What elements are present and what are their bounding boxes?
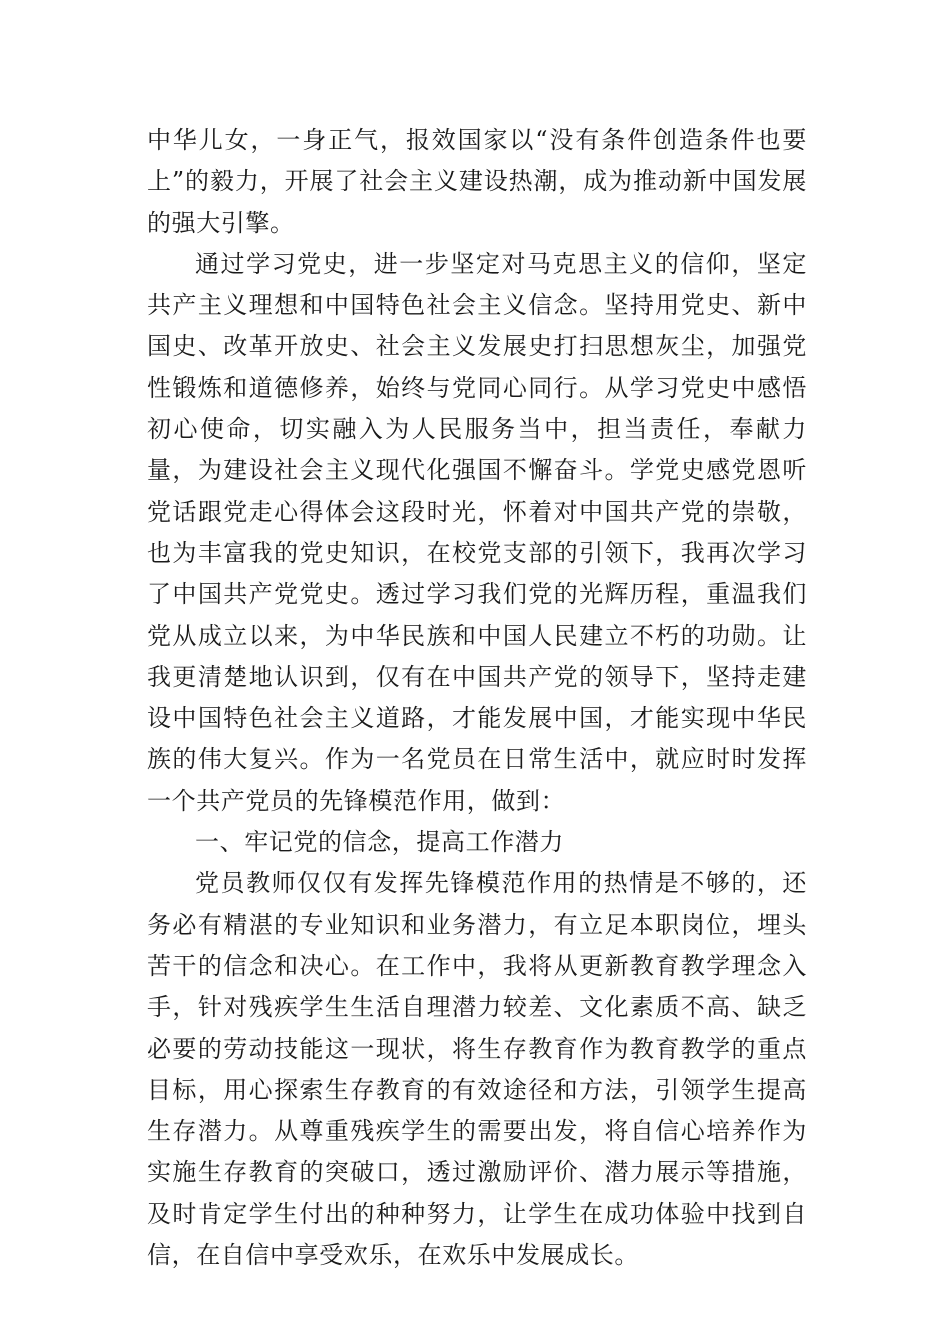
paragraph-3: 党员教师仅仅有发挥先锋模范作用的热情是不够的，还务必有精湛的专业知识和业务潜力，有立足本职岗位，埋头苦干的信念和决心。在工作中，我将从更新教育教学理念入手，针对残疾学生生活自理潜力较差、文化素质不高、缺乏必要的劳动技能这一现状，将生存教育作为教育教学的重点目标，用心探索生存教育的有效途径和方法，引领学生提高生存潜力。从尊重残疾学生的需要出发，将自信心培养作为实施生存教育的突破口，透过激励评价、潜力展示等措施，及时肯定学生付出的种种努力，让学生在成功体验中找到自信，在自信中享受欢乐，在欢乐中发展成长。	[147, 869, 807, 1270]
section-heading-1: 一、牢记党的信念，提高工作潜力	[195, 828, 564, 857]
paragraph-1: 中华儿女，一身正气，报效国家以“没有条件创造条件也要上”的毅力，开展了社会主义建设热潮，成为推动新中国发展的强大引擎。	[147, 126, 807, 237]
document-body	[147, 120, 807, 1276]
paragraph-2: 通过学习党史，进一步坚定对马克思主义的信仰，坚定共产主义理想和中国特色社会主义信念。坚持用党史、新中国史、改革开放史、社会主义发展史打扫思想灰尘，加强党性锻炼和道德修养，始终与党同心同行。从学习党史中感悟初心使命，切实融入为人民服务当中，担当责任，奉献力量，为建设社会主义现代化强国不懈奋斗。学党史感党恩听党话跟党走心得体会这段时光，怀着对中国共产党的崇敬，也为丰富我的党史知识，在校党支部的引领下，我再次学习了中国共产党党史。透过学习我们党的光辉历程，重温我们党从成立以来，为中华民族和中国人民建立不朽的功勋。让我更清楚地认识到，仅有在中国共产党的领导下，坚持走建设中国特色社会主义道路，才能发展中国，才能实现中华民族的伟大复兴。作为一名党员在日常生活中，就应时时发挥一个共产党员的先锋模范作用，做到：	[147, 249, 807, 815]
